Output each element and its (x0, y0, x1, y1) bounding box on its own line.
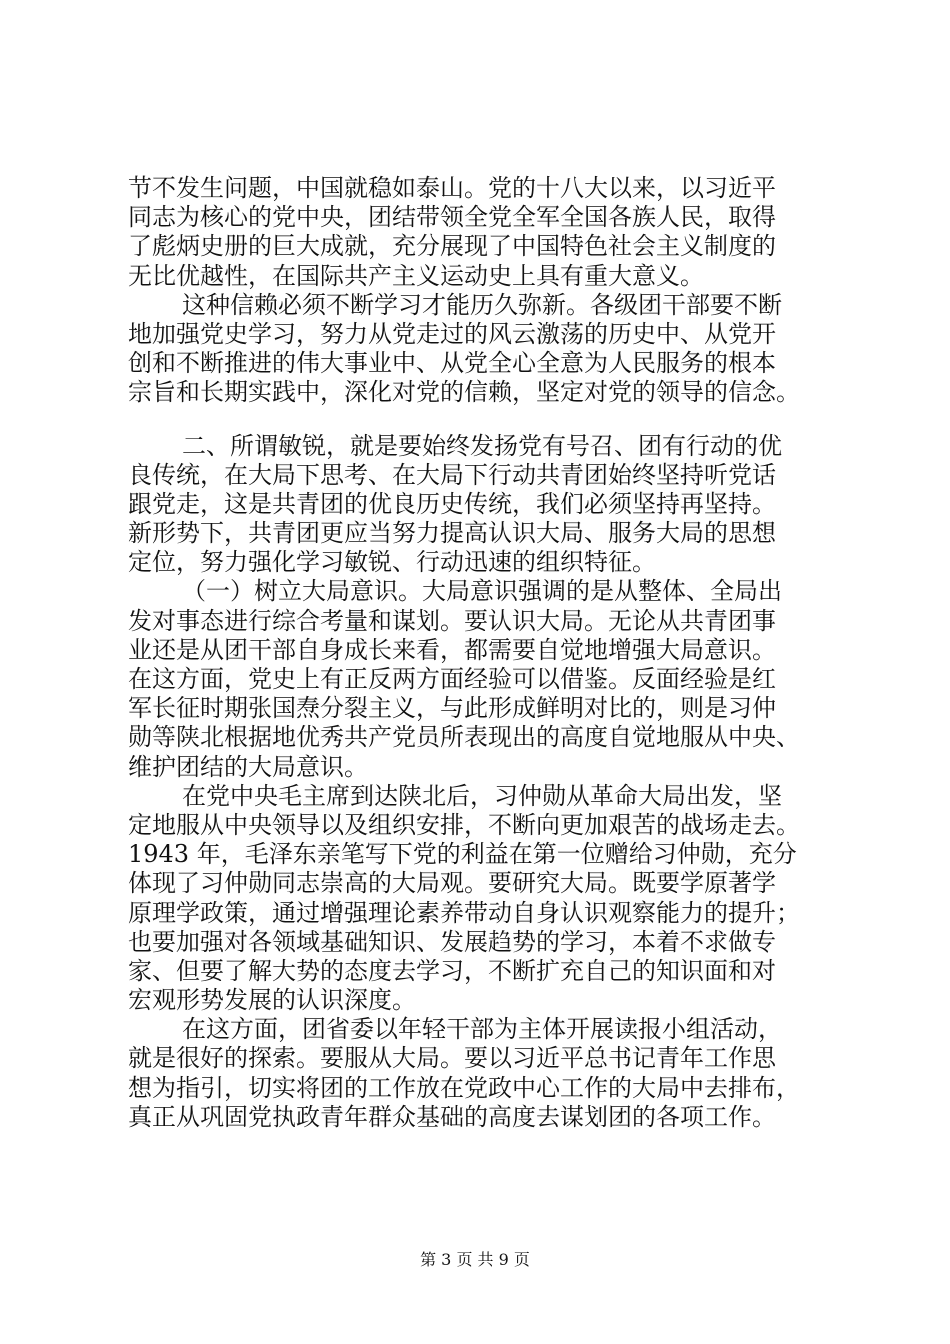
text-line: 跟党走，这是共青团的优良历史传统，我们必须坚持再坚持。 (128, 489, 776, 518)
text-line: 在党中央毛主席到达陕北后，习仲勋从革命大局出发，坚 (182, 781, 782, 810)
text-line: 定地服从中央领导以及组织安排，不断向更加艰苦的战场走去。 (128, 810, 800, 839)
text-line: 维护团结的大局意识。 (128, 752, 368, 781)
paragraph-2 (128, 291, 828, 408)
text-line: 1943 年，毛泽东亲笔写下党的利益在第一位赠给习仲勋，充分 (128, 840, 797, 869)
text-line: 体现了习仲勋同志崇高的大局观。要研究大局。既要学原著学 (128, 869, 776, 898)
text-line: 地加强党史学习，努力从党走过的风云激荡的历史中、从党开 (128, 319, 776, 348)
paragraph-spacer (128, 408, 828, 432)
text-line: 军长征时期张国焘分裂主义，与此形成鲜明对比的，则是习仲 (128, 694, 776, 723)
text-line: 了彪炳史册的巨大成就，充分展现了中国特色社会主义制度的 (128, 232, 776, 261)
text-line: 业还是从团干部自身成长来看，都需要自觉地增强大局意识。 (128, 635, 776, 664)
text-line: 宗旨和长期实践中，深化对党的信赖，坚定对党的领导的信念。 (128, 378, 800, 407)
text-line: （一）树立大局意识。大局意识强调的是从整体、全局出 (182, 577, 782, 606)
text-line: 宏观形势发展的认识深度。 (128, 986, 416, 1015)
paragraph-5 (128, 782, 828, 1016)
text-line: 节不发生问题，中国就稳如泰山。党的十八大以来，以习近平 (128, 174, 776, 202)
text-line: 想为指引，切实将团的工作放在党政中心工作的大局中去排布， (128, 1073, 800, 1102)
text-line: 这种信赖必须不断学习才能历久弥新。各级团干部要不断 (182, 290, 782, 319)
text-line: 良传统，在大局下思考、在大局下行动共青团始终坚持听党话 (128, 460, 776, 489)
text-line: 同志为核心的党中央，团结带领全党全军全国各族人民，取得 (128, 203, 776, 232)
text-line: 定位，努力强化学习敏锐、行动迅速的组织特征。 (128, 548, 656, 577)
paragraph-6 (128, 1015, 828, 1132)
text-line: 真正从巩固党执政青年群众基础的高度去谋划团的各项工作。 (128, 1102, 776, 1131)
text-line: 也要加强对各领域基础知识、发展趋势的学习，本着不求做专 (128, 927, 776, 956)
text-line: 家、但要了解大势的态度去学习，不断扩充自己的知识面和对 (128, 956, 776, 985)
document-body (128, 174, 828, 1132)
paragraph-1 (128, 174, 828, 291)
text-line: 无比优越性，在国际共产主义运动史上具有重大意义。 (128, 261, 704, 290)
text-line: 原理学政策，通过增强理论素养带动自身认识观察能力的提升； (128, 898, 800, 927)
page-number-footer: 第 3 页 共 9 页 (420, 1250, 530, 1269)
paragraph-4 (128, 577, 828, 781)
paragraph-3 (128, 432, 828, 578)
text-line: 就是很好的探索。要服从大局。要以习近平总书记青年工作思 (128, 1044, 776, 1073)
text-line: 发对事态进行综合考量和谋划。要认识大局。无论从共青团事 (128, 606, 776, 635)
text-line: 勋等陕北根据地优秀共产党员所表现出的高度自觉地服从中央、 (128, 723, 800, 752)
text-line: 二、所谓敏锐，就是要始终发扬党有号召、团有行动的优 (182, 431, 782, 460)
text-line: 创和不断推进的伟大事业中、从党全心全意为人民服务的根本 (128, 349, 776, 378)
text-line: 新形势下，共青团更应当努力提高认识大局、服务大局的思想 (128, 519, 776, 548)
text-line: 在这方面，团省委以年轻干部为主体开展读报小组活动， (182, 1015, 782, 1044)
text-line: 在这方面，党史上有正反两方面经验可以借鉴。反面经验是红 (128, 665, 776, 693)
